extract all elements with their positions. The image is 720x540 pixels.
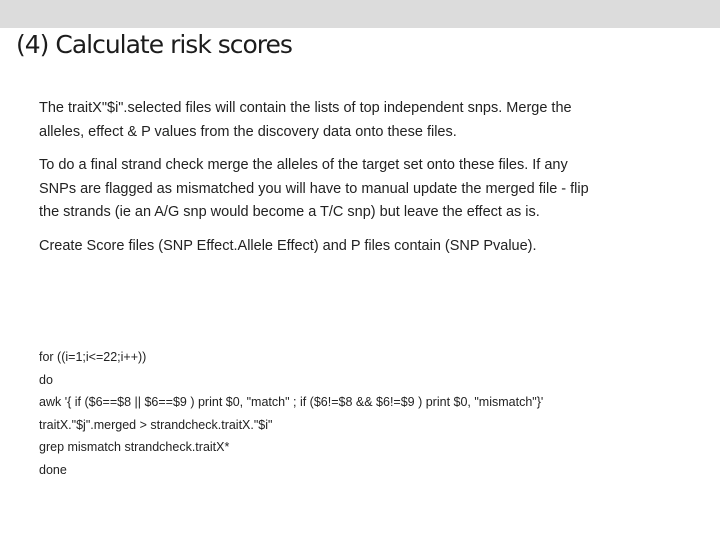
paragraph-score-files (39, 235, 679, 259)
paragraph-line: the strands (ie an A/G snp would become a T/C snp) but leave the effect as is. (39, 204, 540, 220)
code-line: done (39, 462, 67, 477)
paragraph-line: To do a final strand check merge the alleles of the target set onto these files. If any (39, 157, 568, 173)
code-line: do (39, 372, 53, 387)
code-line: grep mismatch strandcheck.traitX* (39, 440, 230, 454)
code-line: for ((i=1;i<=22;i++)) (39, 350, 147, 364)
code-line: traitX."$j".merged > strandcheck.traitX."$i" (39, 417, 273, 432)
paragraph-line: Create Score files (SNP Effect.Allele Effect) and P files contain (SNP Pvalue). (39, 237, 537, 254)
code-line: awk '{ if ($6==$8 || $6==$9 ) print $0, "match" ; if ($6!=$8 && $6!=$9 ) print $0, "mismatch"}' (39, 395, 544, 409)
header-bar (0, 0, 720, 28)
body-text (39, 97, 679, 268)
paragraph-strand-check (39, 154, 679, 225)
paragraph-line: SNPs are flagged as mismatched you will have to manual update the merged file - flip (39, 180, 589, 197)
paragraph-line: The traitX"$i".selected files will contain the lists of top independent snps. Merge the (39, 100, 572, 116)
slide-title: (4) Calculate risk scores (16, 30, 292, 59)
paragraph-line: alleles, effect & P values from the discovery data onto these files. (39, 123, 457, 140)
paragraph-selected-files (39, 97, 679, 144)
code-block (39, 346, 699, 481)
